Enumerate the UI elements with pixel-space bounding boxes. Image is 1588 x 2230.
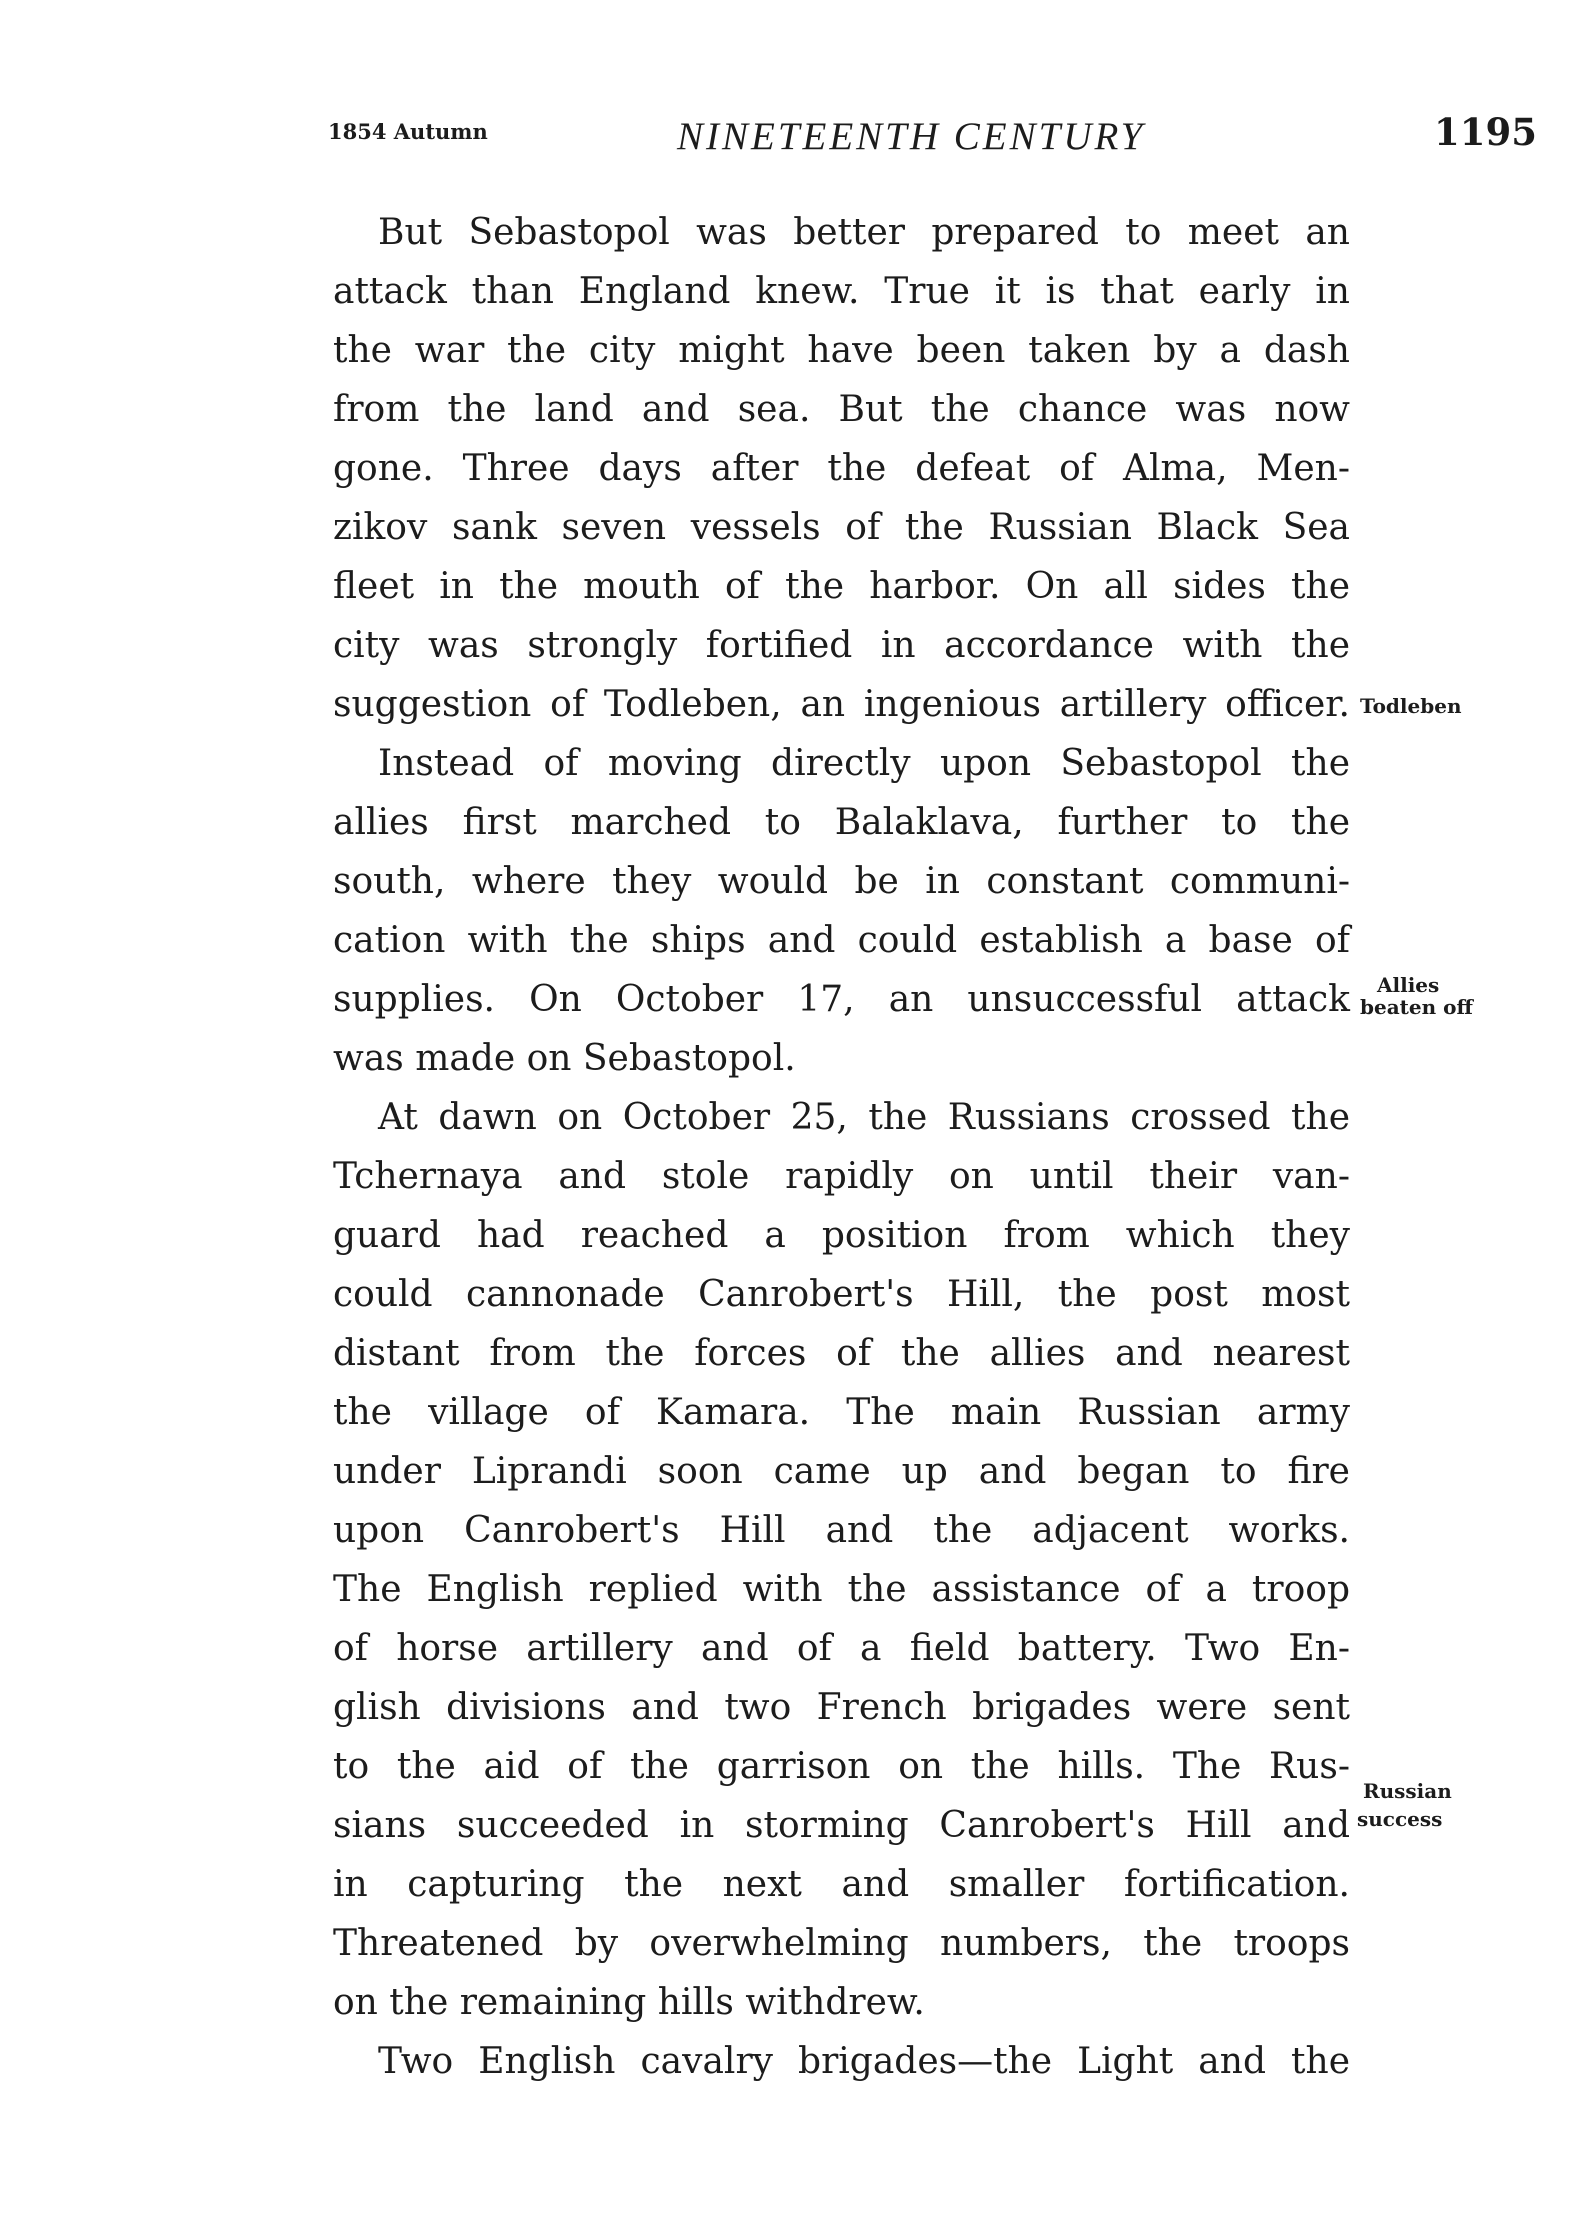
text-line: But Sebastopol was better prepared to meet an [378, 212, 1350, 253]
text-line: on the remaining hills withdrew. [333, 1982, 925, 2023]
text-line: guard had reached a position from which they [333, 1215, 1350, 1256]
text-line: Instead of moving directly upon Sebastopol the [378, 743, 1350, 784]
text-line: fleet in the mouth of the harbor. On all sides the [333, 566, 1350, 607]
running-head-title: NINETEENTH CENTURY [677, 115, 1146, 158]
text-line: sians succeeded in storming Canrobert's Hill and [333, 1805, 1350, 1846]
text-line: attack than England knew. True it is that early in [333, 271, 1350, 312]
text-line: upon Canrobert's Hill and the adjacent works. [333, 1510, 1350, 1551]
text-line: The English replied with the assistance of a troop [333, 1569, 1350, 1610]
running-head-date: 1854 Autumn [328, 119, 488, 144]
text-line: under Liprandi soon came up and began to fire [333, 1451, 1350, 1492]
text-line: suggestion of Todleben, an ingenious artillery officer. [333, 684, 1350, 725]
text-line: Threatened by overwhelming numbers, the troops [333, 1923, 1350, 1964]
text-line: gone. Three days after the defeat of Alma, Men- [333, 448, 1350, 489]
margin-note-allies: Allies [1377, 973, 1440, 997]
text-line: the war the city might have been taken by a dash [333, 330, 1350, 371]
page-number: 1195 [1434, 110, 1537, 154]
text-line: At dawn on October 25, the Russians crossed the [378, 1097, 1350, 1138]
margin-note-todleben: Todleben [1360, 694, 1462, 718]
text-line: south, where they would be in constant communi- [333, 861, 1350, 902]
text-line: could cannonade Canrobert's Hill, the post most [333, 1274, 1350, 1315]
text-line: from the land and sea. But the chance was now [333, 389, 1350, 430]
text-line: cation with the ships and could establish a base of [333, 920, 1350, 961]
margin-note-russian: Russian [1363, 1779, 1452, 1803]
text-line: distant from the forces of the allies and nearest [333, 1333, 1350, 1374]
text-line: was made on Sebastopol. [333, 1038, 796, 1079]
margin-note-beaten-off: beaten off [1360, 995, 1473, 1019]
text-line: glish divisions and two French brigades were sent [333, 1687, 1350, 1728]
text-line: to the aid of the garrison on the hills. The Rus- [333, 1746, 1350, 1787]
text-line: zikov sank seven vessels of the Russian Black Sea [333, 507, 1350, 548]
text-line: of horse artillery and of a field battery. Two En- [333, 1628, 1350, 1669]
margin-note-success: success [1357, 1807, 1443, 1831]
text-line: in capturing the next and smaller fortification. [333, 1864, 1350, 1905]
text-line: Two English cavalry brigades—the Light and the [378, 2041, 1350, 2082]
text-line: city was strongly fortified in accordance with the [333, 625, 1350, 666]
text-line: Tchernaya and stole rapidly on until their van- [333, 1156, 1350, 1197]
text-line: supplies. On October 17, an unsuccessful attack [333, 979, 1350, 1020]
text-line: allies first marched to Balaklava, further to the [333, 802, 1350, 843]
text-line: the village of Kamara. The main Russian army [333, 1392, 1350, 1433]
